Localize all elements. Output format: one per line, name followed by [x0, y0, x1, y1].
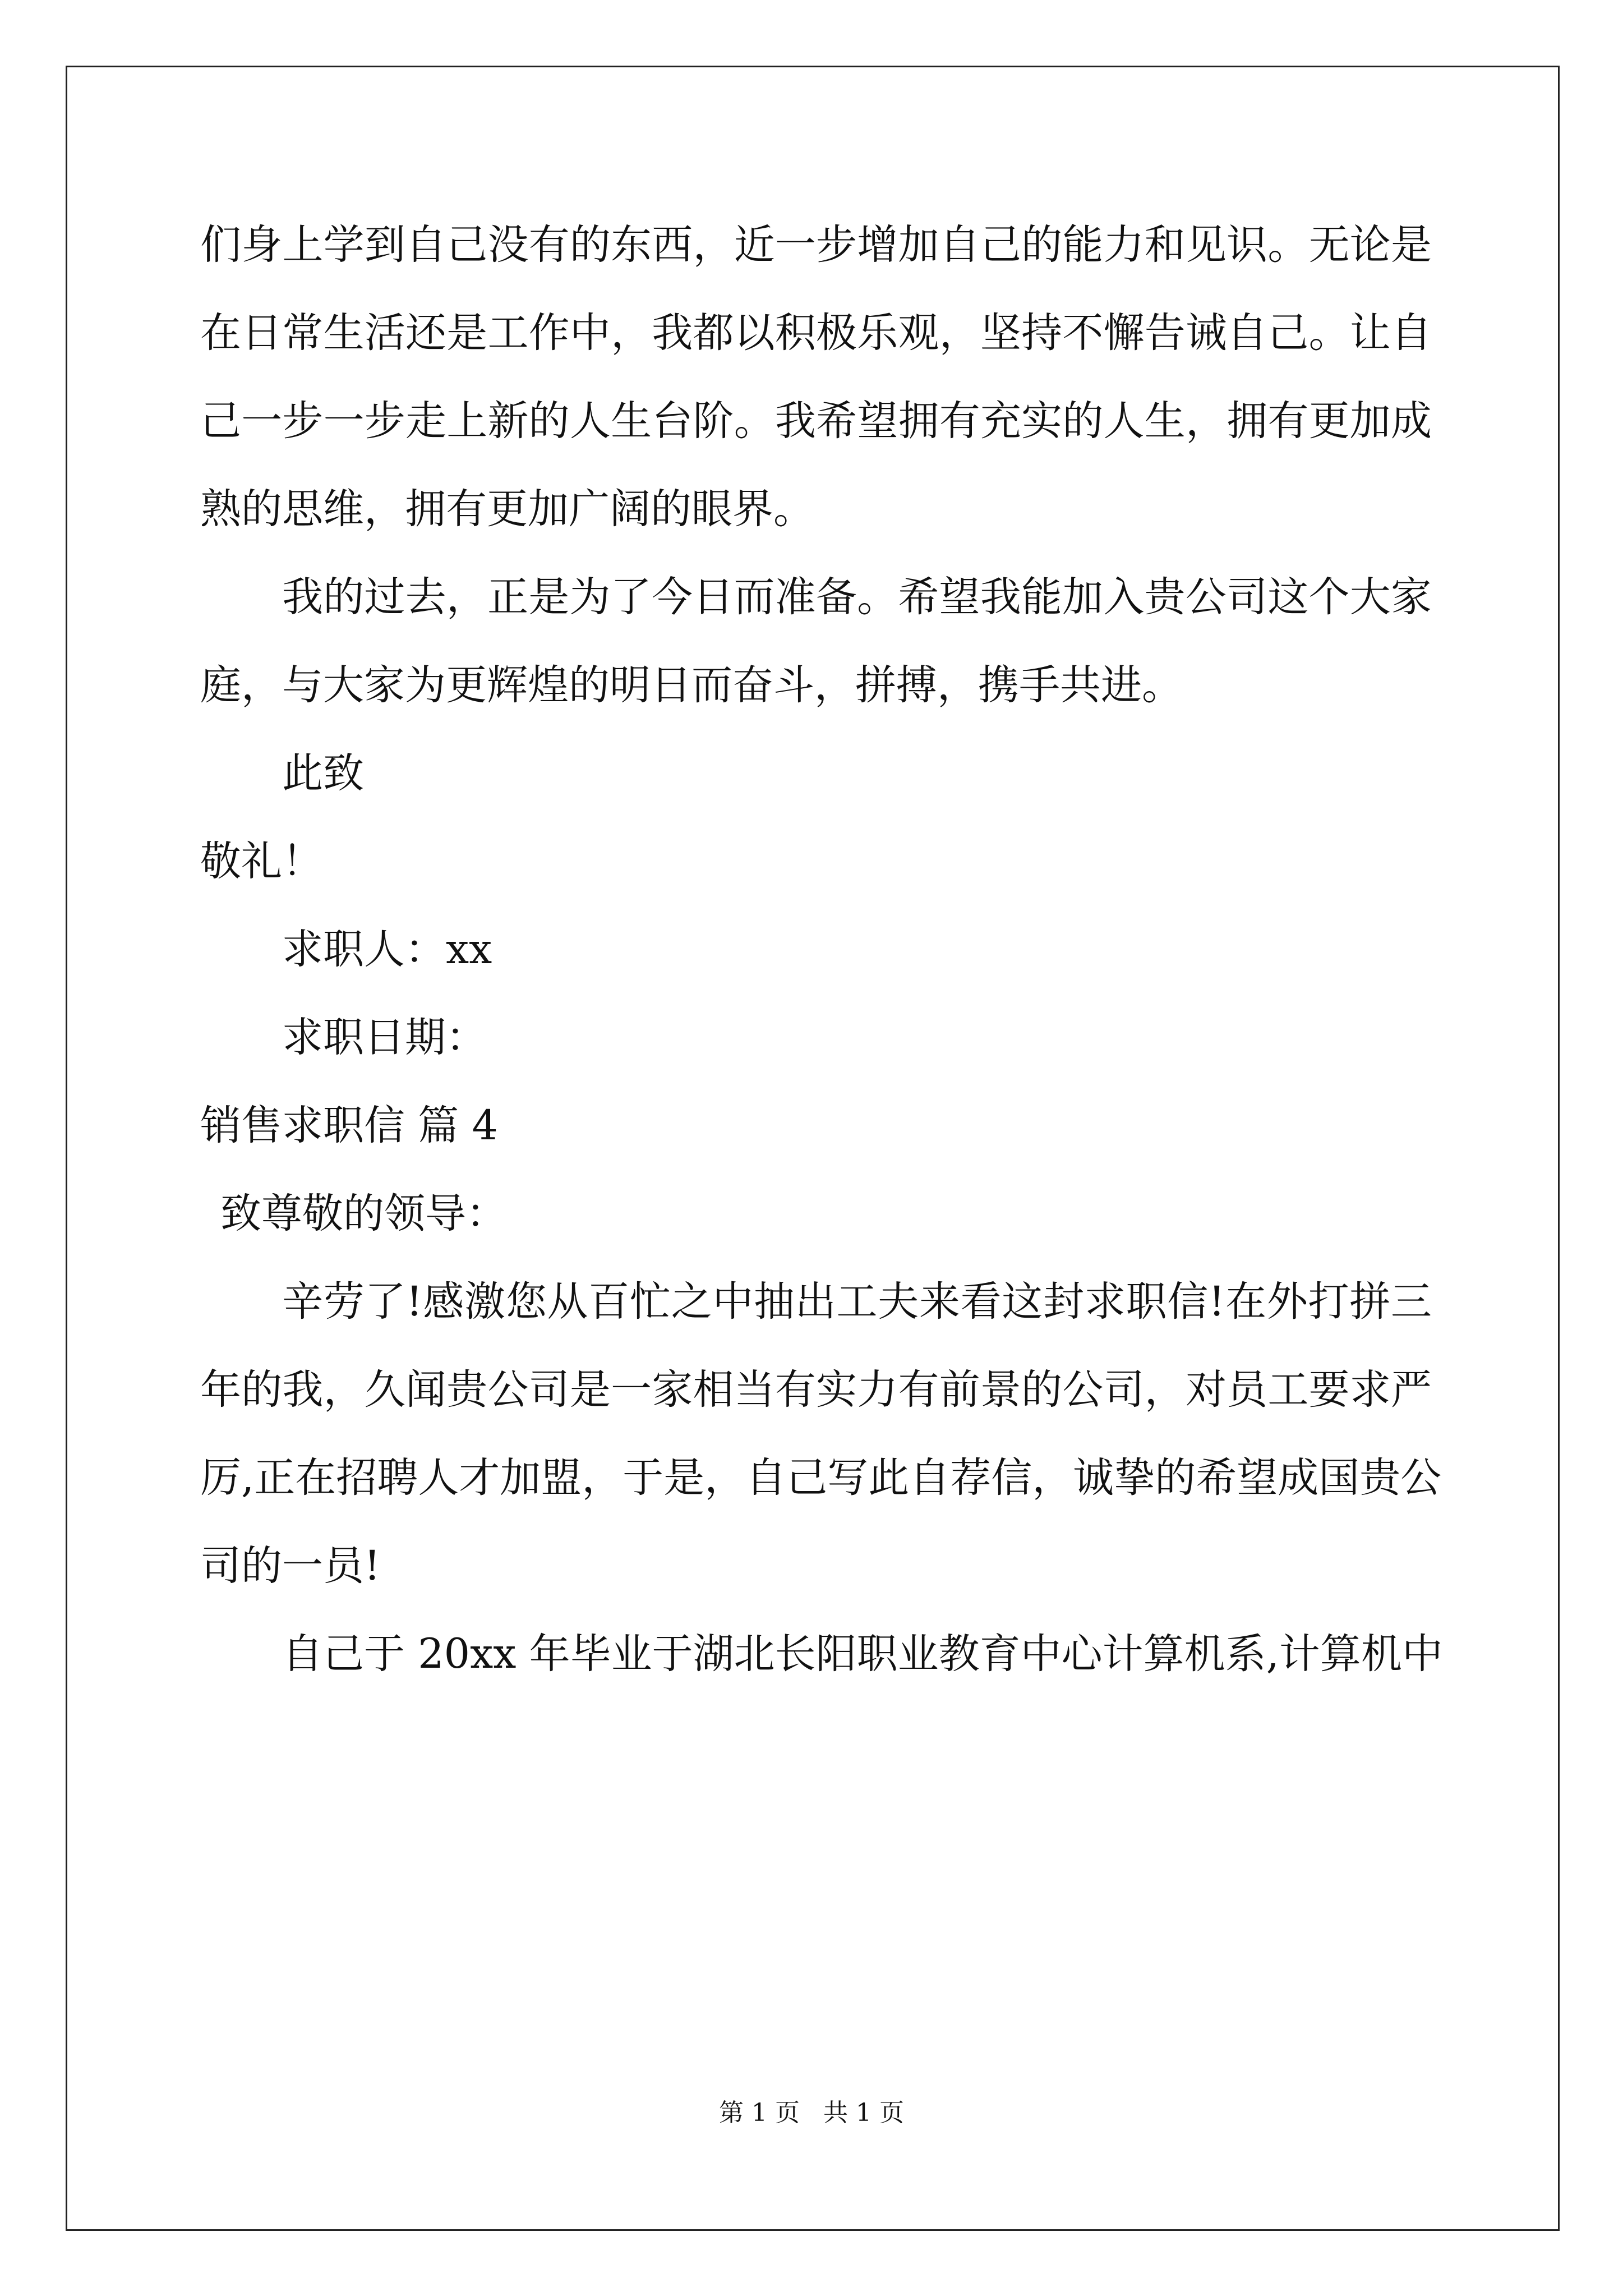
closing-salutation: 此致 [282, 749, 364, 797]
text-line: 自己于 20xx 年毕业于湖北长阳职业教育中心计算机系,计算机中 [282, 1630, 1443, 1678]
section-heading: 销售求职信 篇 4 [200, 1102, 498, 1149]
application-date: 求职日期： [282, 1014, 487, 1061]
text-line: 己一步一步走上新的人生台阶。我希望拥有充实的人生，拥有更加成 [200, 397, 1432, 445]
text-line: 在日常生活还是工作中，我都以积极乐观，坚持不懈告诫自己。让自 [200, 309, 1432, 357]
closing-respect: 敬礼！ [200, 838, 323, 885]
text-line: 年的我，久闻贵公司是一家相当有实力有前景的公司，对员工要求严 [200, 1366, 1432, 1414]
text-line: 厉,正在招聘人才加盟，于是，自己写此自荐信，诚挚的希望成国贵公 [200, 1454, 1442, 1502]
text-line: 我的过去，正是为了今日而准备。希望我能加入贵公司这个大家 [282, 573, 1432, 621]
text-line: 辛劳了!感激您从百忙之中抽出工夫来看这封求职信!在外打拼三 [282, 1278, 1432, 1326]
letter-greeting: 致尊敬的领导： [220, 1190, 507, 1237]
applicant-name: 求职人：xx [282, 926, 492, 973]
page-number-footer: 第 1 页 共 1 页 [719, 2099, 904, 2127]
text-line: 们身上学到自己没有的东西，近一步增加自己的能力和见识。无论是 [200, 221, 1432, 269]
text-line: 庭，与大家为更辉煌的明日而奋斗，拼搏，携手共进。 [200, 661, 1183, 709]
text-line: 熟的思维，拥有更加广阔的眼界。 [200, 485, 814, 533]
document-body [200, 201, 1443, 1698]
text-line: 司的一员! [200, 1542, 381, 1590]
